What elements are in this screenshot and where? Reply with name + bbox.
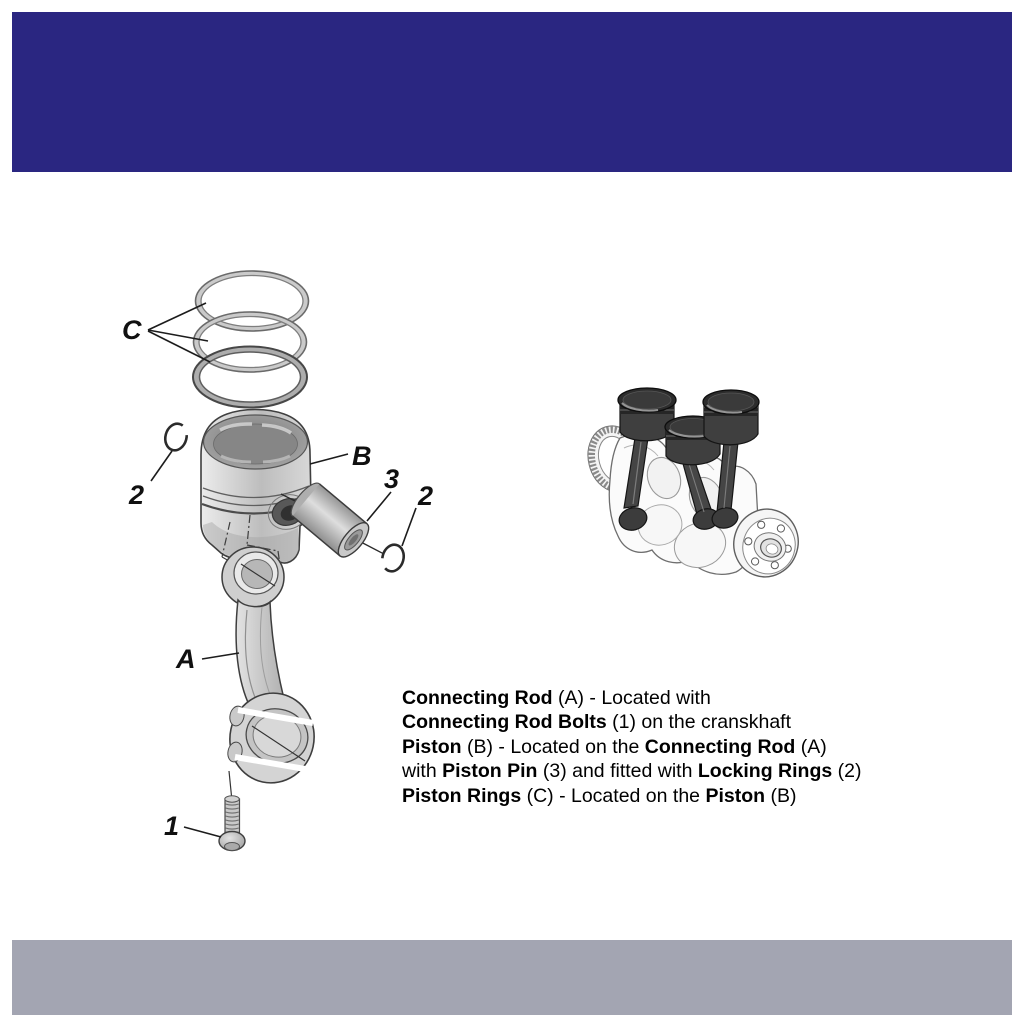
- bolt-leader: [184, 827, 221, 837]
- locking-ring-left: [162, 421, 189, 453]
- connecting-rod-bolt: [219, 796, 245, 851]
- bolt-label: 1: [164, 811, 180, 841]
- description-line: with Piston Pin (3) and fitted with Locking Rings (2): [402, 760, 862, 783]
- connecting-rod-label: A: [176, 644, 196, 674]
- piston-ring-middle: [194, 312, 307, 372]
- figure-crankshaft-assembly: [581, 388, 807, 585]
- piston-pin-label: 3: [384, 464, 400, 494]
- locking-ring-left-label: 2: [129, 480, 145, 510]
- piston-pin-leader: [367, 492, 391, 521]
- locking-ring-right: [379, 542, 406, 574]
- description-line: Connecting Rod (A) - Located with: [402, 687, 711, 709]
- crank-piston-3: [703, 390, 759, 445]
- locking-ring-left-leader: [151, 451, 172, 481]
- piston-rings: [193, 271, 309, 408]
- piston-rings-label: C: [122, 315, 142, 345]
- description-line: Piston Rings (C) - Located on the Piston (B): [402, 784, 797, 807]
- piston-label: B: [352, 441, 372, 471]
- connecting-rod-leader: [202, 653, 239, 659]
- piston: [201, 410, 313, 563]
- figure-exploded-view: [122, 271, 433, 851]
- description-line: Piston (B) - Located on the Connecting Rod (A): [402, 735, 827, 758]
- parts-description: [402, 686, 861, 808]
- description-line: Connecting Rod Bolts (1) on the cranskhaft: [402, 711, 791, 734]
- bolt-axis-line: [229, 771, 232, 796]
- locking-ring-right-label: 2: [418, 481, 434, 511]
- piston-leader: [310, 454, 348, 464]
- piston-ring-bottom: [193, 347, 307, 408]
- connecting-rod: [222, 547, 323, 791]
- locking-ring-right-leader: [402, 508, 416, 546]
